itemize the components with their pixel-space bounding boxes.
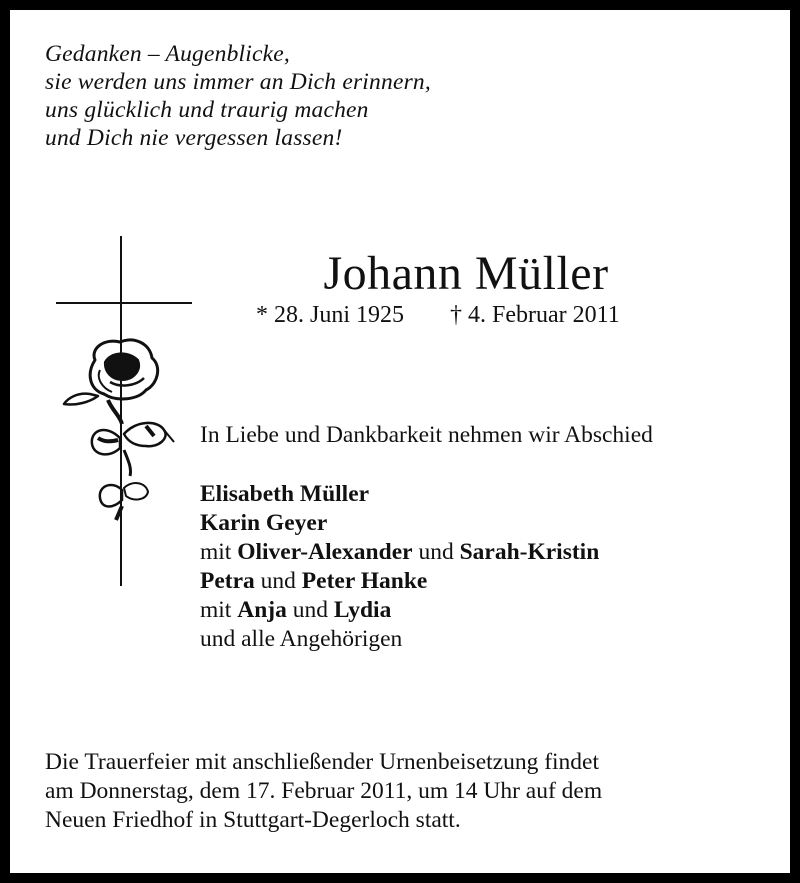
life-dates bbox=[256, 300, 620, 330]
poem-line: sie werden uns immer an Dich erinnern, bbox=[45, 69, 431, 95]
poem bbox=[45, 40, 431, 152]
mourner-line: und alle Angehörigen bbox=[200, 626, 403, 652]
poem-line: uns glücklich und traurig machen bbox=[45, 97, 369, 123]
mourner-name: Oliver-Alexander bbox=[237, 539, 413, 565]
birth-date: * 28. Juni 1925 bbox=[256, 302, 405, 328]
mourner-line bbox=[200, 538, 599, 567]
mourner-name: Lydia bbox=[333, 597, 392, 623]
deceased-name: Johann Müller bbox=[323, 247, 609, 300]
mourners-list bbox=[200, 480, 599, 654]
mourner-name: Karin Geyer bbox=[200, 510, 328, 536]
rose-icon bbox=[50, 330, 190, 530]
notice-line: Die Trauerfeier mit anschließender Urnenbeisetzung findet bbox=[45, 749, 600, 775]
mourner-line bbox=[200, 480, 599, 509]
mourner-name: Peter Hanke bbox=[301, 568, 428, 594]
connector-text: und bbox=[412, 539, 460, 565]
notice-line: am Donnerstag, dem 17. Februar 2011, um 14 Uhr auf dem bbox=[45, 778, 603, 804]
poem-line: und Dich nie vergessen lassen! bbox=[45, 125, 343, 151]
connector-text: und bbox=[286, 597, 334, 623]
obituary-card bbox=[10, 10, 790, 873]
death-date: † 4. Februar 2011 bbox=[450, 302, 620, 328]
funeral-notice bbox=[45, 748, 602, 835]
poem-line: Gedanken – Augenblicke, bbox=[45, 41, 290, 67]
mourner-name: Anja bbox=[237, 597, 287, 623]
cross-icon-bar bbox=[56, 302, 192, 304]
connector-text: mit bbox=[200, 539, 238, 565]
mourner-line bbox=[200, 567, 599, 596]
connector-text: und bbox=[254, 568, 302, 594]
mourner-line bbox=[200, 596, 599, 625]
connector-text: mit bbox=[200, 597, 238, 623]
mourner-name: Sarah-Kristin bbox=[459, 539, 600, 565]
farewell-text: In Liebe und Dankbarkeit nehmen wir Abschied bbox=[200, 422, 653, 448]
notice-line: Neuen Friedhof in Stuttgart-Degerloch statt. bbox=[45, 807, 461, 833]
mourner-name: Elisabeth Müller bbox=[200, 481, 370, 507]
mourner-line bbox=[200, 509, 599, 538]
mourner-name: Petra bbox=[200, 568, 255, 594]
